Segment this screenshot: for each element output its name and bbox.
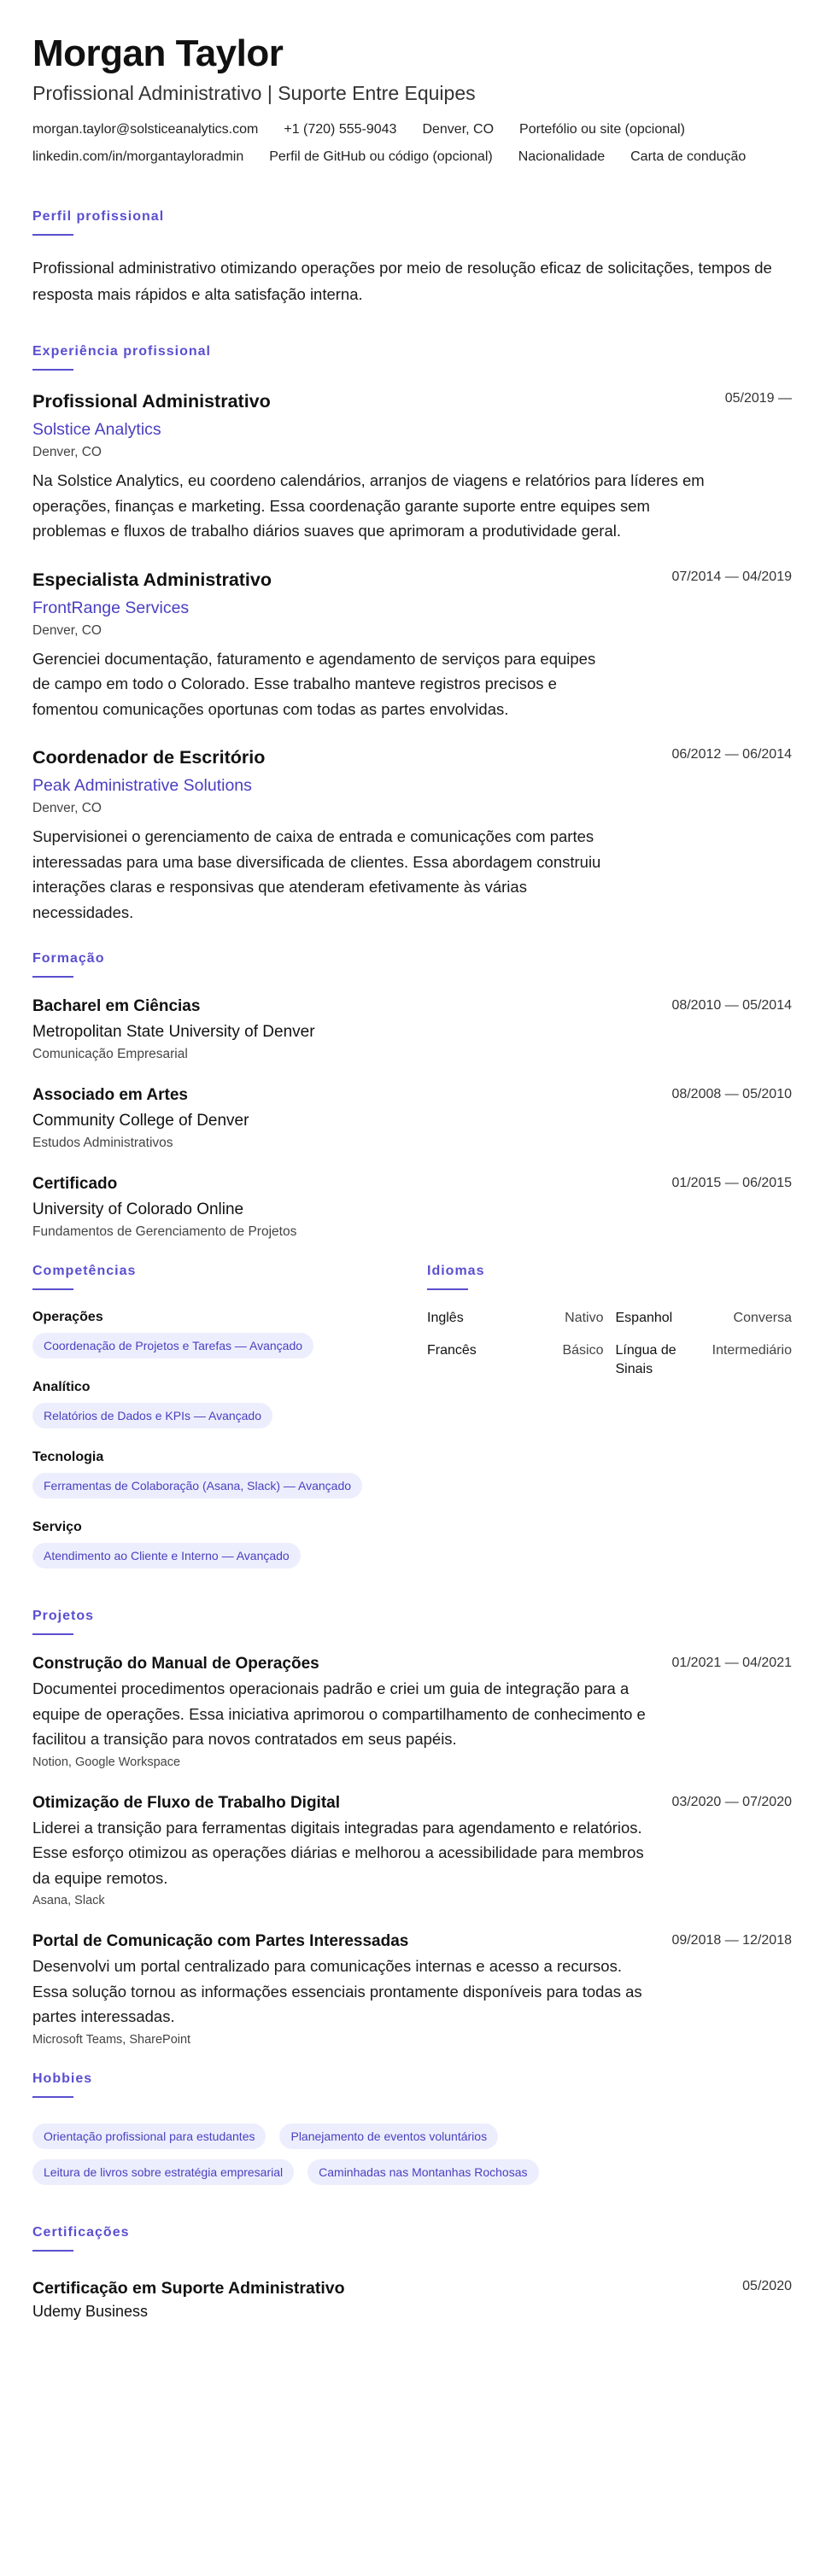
skill-category: Serviço [32,1520,82,1534]
education-item [32,1174,792,1241]
certification-date: 05/2020 [742,2278,792,2293]
contact-license: Carta de condução [630,149,747,164]
project-description: Desenvolvi um portal centralizado para comunicações internas e acesso a recursos. Essa solução tornou as informações essenciais prontamente disponíveis para todas as partes interessadas. [32,1957,642,2025]
candidate-headline: Profissional Administrativo | Suporte Entre Equipes [32,82,476,104]
hobby-tag: Orientação profissional para estudantes [32,2123,266,2149]
language-level: Básico [562,1343,604,1358]
language-name: Inglês [427,1311,464,1325]
school: Community College of Denver [32,1112,249,1130]
project-description: Documentei procedimentos operacionais padrão e criei um guia de integração para a equipe de operações. Essa iniciativa aprimorou o compartilhamento de conhecimento e facilitou a transição para novos contratados em seus papéis. [32,1679,646,1748]
education-dates: 08/2010 — 05/2014 [671,998,792,1013]
job-dates: 06/2012 — 06/2014 [671,747,792,762]
project-dates: 01/2021 — 04/2021 [671,1656,792,1670]
project-item [32,1654,792,1771]
education-heading: Formação [32,951,105,966]
job-company: Solstice Analytics [32,420,161,439]
language-name: Espanhol [615,1311,673,1325]
experience-item [32,568,792,722]
language-entry [616,1341,793,1379]
project-item [32,1931,792,2048]
certification-title: Certificação em Suporte Administrativo [32,2278,345,2298]
language-entry [427,1309,604,1328]
project-description: Liderei a transição para ferramentas digitais integradas para agendamento e relatórios. Esse esforço otimizou as operações diárias e melhorou a acessibilidade para membros da equipe remotos. [32,1818,644,1887]
job-title: Profissional Administrativo [32,391,271,412]
experience-item [32,745,792,925]
section-divider [32,976,73,978]
job-title: Coordenador de Escritório [32,747,266,768]
language-entry [616,1309,793,1328]
contact-nationality: Nacionalidade [518,149,606,164]
project-item [32,1793,792,1910]
contact-email[interactable]: morgan.taylor@solsticeanalytics.com [32,122,259,137]
degree: Associado em Artes [32,1086,188,1104]
school: Metropolitan State University of Denver [32,1023,315,1041]
education-dates: 01/2015 — 06/2015 [671,1176,792,1190]
job-dates: 07/2014 — 04/2019 [671,569,792,584]
hobbies-heading: Hobbies [32,2071,93,2086]
skill-tag: Ferramentas de Colaboração (Asana, Slack) — Avançado [32,1473,362,1498]
hobby-tag: Planejamento de eventos voluntários [279,2123,498,2149]
contact-portfolio[interactable]: Portefólio ou site (opcional) [519,122,685,137]
education-item [32,996,792,1063]
job-location: Denver, CO [32,445,102,459]
job-company: Peak Administrative Solutions [32,776,252,795]
job-description: Supervisionei o gerenciamento de caixa de entrada e comunicações com partes interessadas para uma base diversificada de clientes. Essa abordagem construiu interações claras e responsivas que atenderam efetivamente às várias necessidades. [32,827,601,921]
skills-heading: Competências [32,1264,137,1278]
school: University of Colorado Online [32,1200,244,1218]
education-item [32,1085,792,1152]
hobby-tag: Leitura de livros sobre estratégia empresarial [32,2159,294,2185]
language-row [427,1341,792,1379]
skills-section [32,1263,427,1589]
language-name: Francês [427,1343,477,1358]
job-title: Especialista Administrativo [32,569,272,590]
skill-category: Analítico [32,1380,91,1394]
languages-section [427,1263,792,1589]
certifications-heading: Certificações [32,2224,130,2240]
contact-phone[interactable]: +1 (720) 555-9043 [284,122,397,137]
candidate-name: Morgan Taylor [32,32,284,74]
resume-header [32,32,792,176]
experience-item [32,389,792,544]
project-tools: Microsoft Teams, SharePoint [32,2032,191,2047]
section-divider [32,234,73,236]
project-dates: 03/2020 — 07/2020 [671,1794,792,1809]
degree: Bacharel em Ciências [32,997,201,1015]
degree: Certificado [32,1175,118,1193]
field-of-study: Estudos Administrativos [32,1136,173,1150]
section-divider [32,1633,73,1635]
section-divider [32,2250,73,2252]
hobby-tag: Caminhadas nas Montanhas Rochosas [307,2159,538,2185]
job-location: Denver, CO [32,622,102,638]
project-title: Construção do Manual de Operações [32,1655,319,1673]
field-of-study: Fundamentos de Gerenciamento de Projetos [32,1224,297,1239]
contact-linkedin[interactable]: linkedin.com/in/morgantayloradmin [32,149,244,164]
section-divider [32,1288,73,1290]
job-description: Gerenciei documentação, faturamento e agendamento de serviços para equipes de campo em todo o Colorado. Esse trabalho manteve registros precisos e fomentou comunicações oportunas com todas as partes envolvidas. [32,649,596,718]
language-level: Intermediário [712,1343,792,1358]
field-of-study: Comunicação Empresarial [32,1047,188,1061]
section-divider [427,1288,468,1290]
experience-heading: Experiência profissional [32,344,211,359]
languages-heading: Idiomas [427,1264,485,1278]
job-dates: 05/2019 — [724,391,792,406]
contact-github[interactable]: Perfil de GitHub ou código (opcional) [269,149,493,164]
project-tools: Asana, Slack [32,1894,105,1907]
job-company: FrontRange Services [32,598,190,617]
section-divider [32,2096,73,2098]
hobby-list [32,2117,630,2188]
summary-heading: Perfil profissional [32,209,165,224]
job-description: Na Solstice Analytics, eu coordeno calendários, arranjos de viagens e relatórios para líderes em operações, finanças e marketing. Essa coordenação garante suporte entre equipes sem problemas e fluxos de trabalho diários suaves que aprimoram a produtividade geral. [32,471,705,540]
summary-text: Profissional administrativo otimizando operações por meio de resolução eficaz de solicitações, tempos de resposta mais rápidos e alta satisfação interna. [32,259,772,303]
skill-tag: Atendimento ao Cliente e Interno — Avançado [32,1543,301,1568]
skill-tag: Coordenação de Projetos e Tarefas — Avançado [32,1333,313,1358]
language-name: Língua de Sinais [615,1343,676,1376]
skills-languages-row [32,1263,792,1589]
language-level: Nativo [565,1311,604,1325]
language-entry [427,1341,604,1379]
certification-issuer: Udemy Business [32,2302,149,2320]
skill-category: Tecnologia [32,1450,104,1464]
language-level: Conversa [733,1311,792,1325]
contact-location: Denver, CO [422,122,495,137]
education-dates: 08/2008 — 05/2010 [671,1087,792,1101]
language-row [427,1309,792,1328]
project-title: Portal de Comunicação com Partes Interessadas [32,1932,409,1950]
projects-heading: Projetos [32,1609,95,1623]
project-dates: 09/2018 — 12/2018 [671,1933,792,1948]
project-title: Otimização de Fluxo de Trabalho Digital [32,1793,341,1812]
contact-list [32,121,792,176]
project-tools: Notion, Google Workspace [32,1755,181,1769]
section-divider [32,369,73,371]
skill-tag: Relatórios de Dados e KPIs — Avançado [32,1403,272,1428]
job-location: Denver, CO [32,801,102,815]
certification-item [32,2277,792,2322]
skill-category: Operações [32,1310,103,1324]
